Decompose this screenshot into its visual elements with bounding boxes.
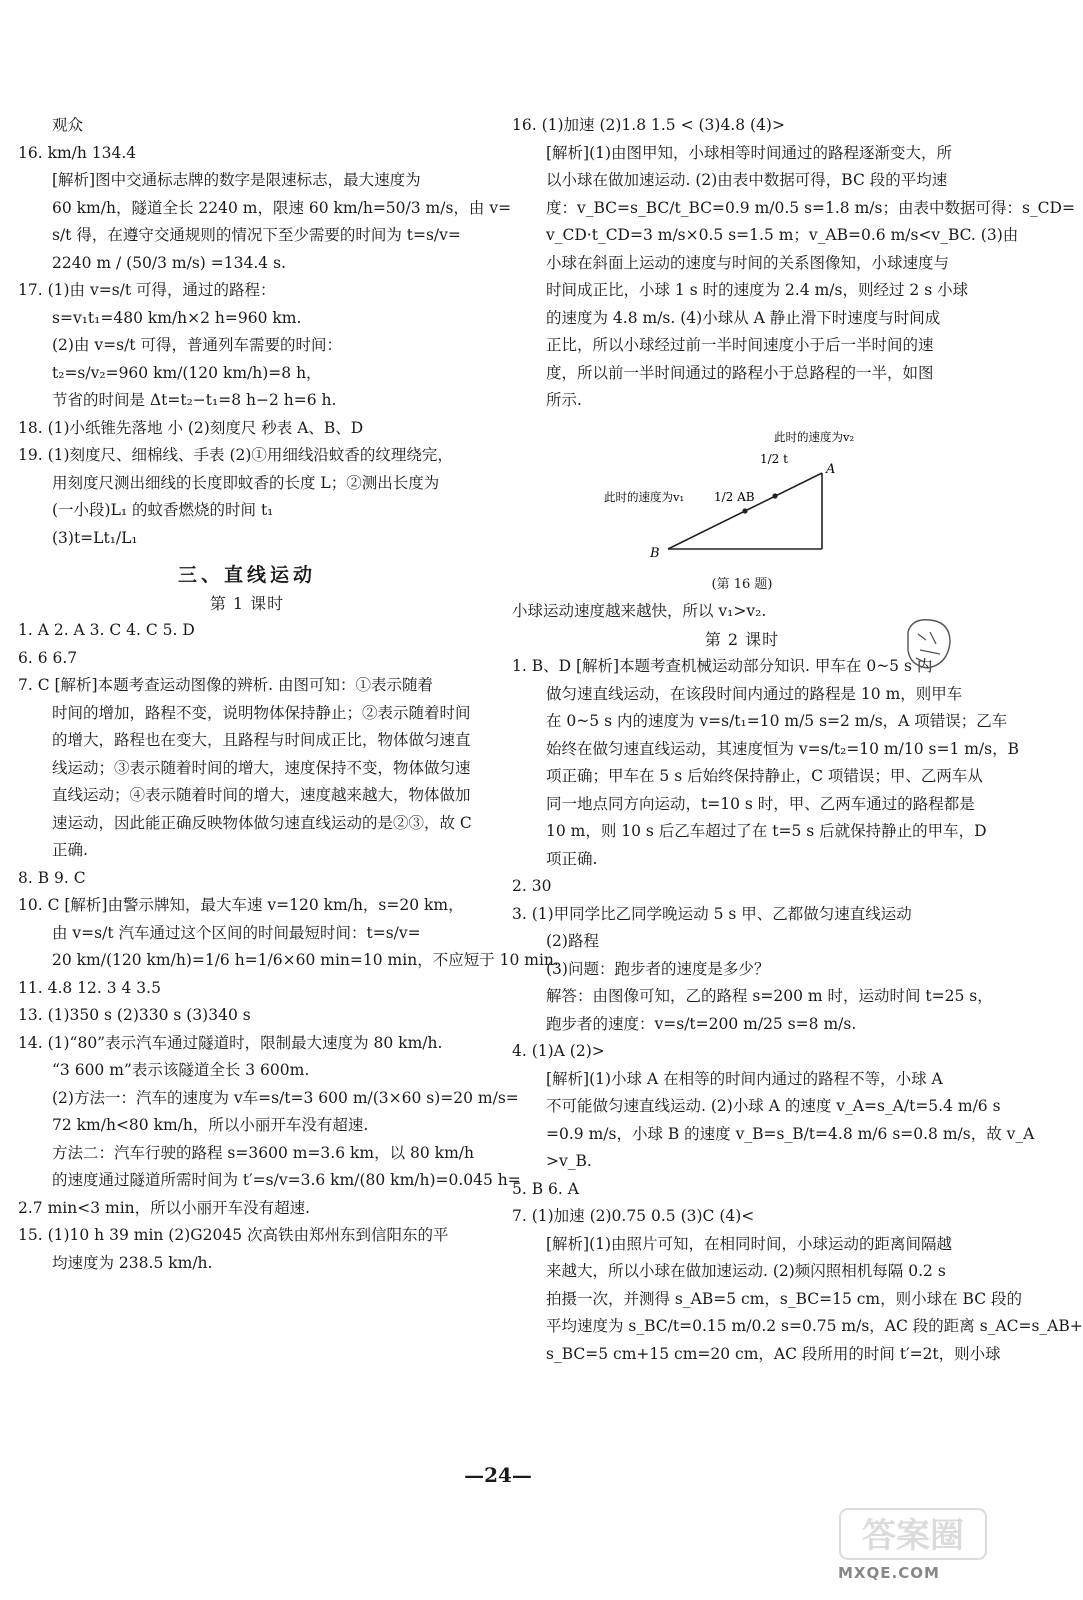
text-line: =0.9 m/s，小球 B 的速度 v_B=s_B/t=4.8 m/6 s=0.8 m/s，故 v_A [546,1124,1035,1143]
text-line: 1. A 2. A 3. C 4. C 5. D [18,621,195,639]
text-line: 2240 m / (50/3 m/s) =134.4 s. [52,253,286,272]
label-b: B [650,545,660,561]
text-line: 度：v_BC=s_BC/t_BC=0.9 m/0.5 s=1.8 m/s；由表中数据可得：s_CD= [546,198,1075,217]
page-number: —24— [464,1463,532,1487]
text-line: 时间成正比，小球 1 s 时的速度为 2.4 m/s，则经过 2 s 小球 [546,281,969,299]
text-line: 13. (1)350 s (2)330 s (3)340 s [18,1006,251,1024]
text-line: 10. C [解析]由警示牌知，最大车速 v=120 km/h，s=20 km， [18,896,464,914]
text-line: 用刻度尺测出细线的长度即蚊香的长度 L；②测出长度为 [52,473,440,492]
text-line: 2. 30 [512,877,552,895]
text-line: 7. (1)加速 (2)0.75 0.5 (3)C (4)< [512,1207,755,1225]
answer-16-block [512,112,1075,415]
text-line: 不可能做匀速直线运动. (2)小球 A 的速度 v_A=s_A/t=5.4 m/6 s [546,1097,1001,1115]
text-line: s_BC=5 cm+15 cm=20 cm，AC 段所用的时间 t′=2t，则小球 [546,1344,1001,1363]
right-column [512,112,1083,1368]
text-line: “3 600 m”表示该隧道全长 3 600m. [52,1061,310,1079]
text-line: 线运动；③表示随着时间的增大，速度保持不变，物体做匀速 [52,758,471,777]
text-line: 正确. [52,841,88,859]
label-a: A [826,461,836,477]
text-line: 由 v=s/t 汽车通过这个区间的时间最短时间：t=s/v= [52,923,421,942]
section-title: 三、直线运动 [177,564,316,586]
handwritten-stamp [900,612,956,674]
label-v2: 此时的速度为v₂ [774,429,855,444]
text-line: t₂=s/v₂=960 km/(120 km/h)=8 h， [52,363,322,382]
text-line: 方法二：汽车行驶的路程 s=3600 m=3.6 km，以 80 km/h [52,1143,474,1162]
text-line: 节省的时间是 Δt=t₂−t₁=8 h−2 h=6 h. [52,391,337,409]
text-line: s/t 得，在遵守交通规则的情况下至少需要的时间为 t=s/v= [52,226,461,244]
text-line: [解析](1)小球 A 在相等的时间内通过的路程不等，小球 A [546,1069,943,1088]
text-line: 跑步者的速度：v=s/t=200 m/25 s=8 m/s. [546,1014,857,1033]
text-line: 60 km/h，隧道全长 2240 m，限速 60 km/h=50/3 m/s，由 v= [52,198,512,217]
svg-text:答案圈: 答案圈 [862,1516,964,1556]
text-line: 平均速度为 s_BC/t=0.15 m/0.2 s=0.75 m/s，AC 段的距离 s_AC=s_AB+ [546,1317,1083,1335]
text-line: 6. 6 6.7 [18,648,78,667]
text-line: 项正确. [546,849,598,868]
text-line: [解析](1)由照片可知，在相同时间，小球运动的距离间隔越 [546,1234,953,1253]
text-line: (2)路程 [546,932,599,950]
label-half-ab: 1/2 AB [714,489,755,504]
text-line: (2)由 v=s/t 可得，普通列车需要的时间： [52,336,342,354]
text-line: 14. (1)“80”表示汽车通过隧道时，限制最大速度为 80 km/h. [18,1033,443,1052]
text-line: 20 km/(120 km/h)=1/6 h=1/6×60 min=10 min，不应短于 10 min. [52,951,559,969]
text-line: 以小球在做加速运动. (2)由表中数据可得，BC 段的平均速 [546,171,948,189]
lesson-title: 第 2 课时 [704,629,780,649]
text-line: 来越大，所以小球在做加速运动. (2)频闪照相机每隔 0.2 s [546,1262,946,1280]
text-line: v_CD·t_CD=3 m/s×0.5 s=1.5 m；v_AB=0.6 m/s<v_BC. (3)由 [546,226,1019,244]
text-line: 正比，所以小球经过前一半时间速度小于后一半时间的速 [546,336,934,354]
text-line: 时间的增加，路程不变，说明物体保持静止；②表示随着时间 [52,703,471,722]
half-time-dot [772,493,777,498]
midpoint-dot [742,508,747,513]
text-line: 观众 [52,116,84,134]
text-line: (一小段)L₁ 的蚊香燃烧的时间 t₁ [52,501,274,519]
text-line: 所示. [546,391,582,409]
text-line: 的速度通过隧道所需时间为 t′=s/v=3.6 km/(80 km/h)=0.045 h= [52,1171,521,1189]
text-line: >v_B. [546,1152,592,1170]
text-line: 18. (1)小纸锥先落地 小 (2)刻度尺 秒表 A、B、D [18,418,364,437]
text-line: 的速度为 4.8 m/s. (4)小球从 A 静止滑下时速度与时间成 [546,308,941,327]
text-line: 17. (1)由 v=s/t 可得，通过的路程： [18,281,276,299]
text-line: 15. (1)10 h 39 min (2)G2045 次高铁由郑州东到信阳东的平 [18,1226,449,1244]
label-half-t: 1/2 t [760,451,788,466]
text-line: 始终在做匀速直线运动，其速度恒为 v=s/t₂=10 m/10 s=1 m/s，B [546,739,1019,758]
label-v1: 此时的速度为v₁ [604,489,685,504]
text-line: 度，所以前一半时间通过的路程小于总路程的一半，如图 [546,363,934,382]
text-line: s=v₁t₁=480 km/h×2 h=960 km. [52,308,302,327]
text-line: 解答：由图像可知，乙的路程 s=200 m 时，运动时间 t=25 s， [546,987,993,1005]
text-line: 项正确；甲车在 5 s 后始终保持静止，C 项错误；甲、乙两车从 [546,767,983,785]
watermark-url: MXQE.COM [838,1564,940,1582]
text-line: 做匀速直线运动，在该段时间内通过的路程是 10 m，则甲车 [546,684,963,703]
text-line: 小球运动速度越来越快，所以 v₁>v₂. [512,602,767,620]
text-line: 直线运动；④表示随着时间的增大，速度越来越大，物体做加 [52,786,471,804]
text-line: [解析](1)由图甲知，小球相等时间通过的路程逐渐变大，所 [546,143,953,162]
text-line: 7. C [解析]本题考查运动图像的辨析. 由图可知：①表示随着 [18,676,433,694]
text-line: (3)t=Lt₁/L₁ [52,528,138,547]
text-line: (2)方法一：汽车的速度为 v车=s/t=3 600 m/(3×60 s)=20 m/s= [52,1088,519,1107]
text-line: 1. B、D [解析]本题考查机械运动部分知识. 甲车在 0~5 s 内 [512,657,933,675]
incline-diagram [512,421,972,571]
text-line: 16. km/h 134.4 [18,143,137,162]
text-line: 拍摄一次，并测得 s_AB=5 cm，s_BC=15 cm，则小球在 BC 段的 [546,1289,1023,1308]
text-line: 3. (1)甲同学比乙同学晚运动 5 s 甲、乙都做匀速直线运动 [512,904,912,923]
text-line: 11. 4.8 12. 3 4 3.5 [18,978,161,997]
text-line: [解析]图中交通标志牌的数字是限速标志，最大速度为 [52,171,421,189]
text-line: 5. B 6. A [512,1179,579,1198]
section-2-block [512,598,1083,1368]
text-line: (3)问题：跑步者的速度是多少？ [546,959,770,978]
text-line: 8. B 9. C [18,868,86,887]
text-line: 16. (1)加速 (2)1.8 1.5 < (3)4.8 (4)> [512,116,785,134]
text-line: 在 0~5 s 内的速度为 v=s/t₁=10 m/5 s=2 m/s，A 项错误；乙车 [546,712,1008,730]
lesson-title: 第 1 课时 [209,593,285,613]
text-line: 10 m，则 10 s 后乙车超过了在 t=5 s 后就保持静止的甲车，D [546,822,987,840]
figure-caption: (第 16 题) [711,576,773,592]
text-line: 的增大，路程也在变大，且路程与时间成正比，物体做匀速直 [52,731,471,749]
text-line: 均速度为 238.5 km/h. [52,1253,213,1272]
text-line: 19. (1)刻度尺、细棉线、手表 (2)①用细线沿蚊香的纹理绕完， [18,446,453,464]
text-line: 72 km/h<80 km/h，所以小丽开车没有超速. [52,1116,369,1134]
figure-16 [512,421,972,571]
text-line: 速运动，因此能正确反映物体做匀速直线运动的是②③，故 C [52,813,472,832]
text-line: 同一地点同方向运动，t=10 s 时，甲、乙两车通过的路程都是 [546,794,975,813]
text-line: 4. (1)A (2)> [512,1042,605,1060]
text-line: 小球在斜面上运动的速度与时间的关系图像知，小球速度与 [546,253,950,272]
text-line: 2.7 min<3 min，所以小丽开车没有超速. [18,1198,311,1217]
